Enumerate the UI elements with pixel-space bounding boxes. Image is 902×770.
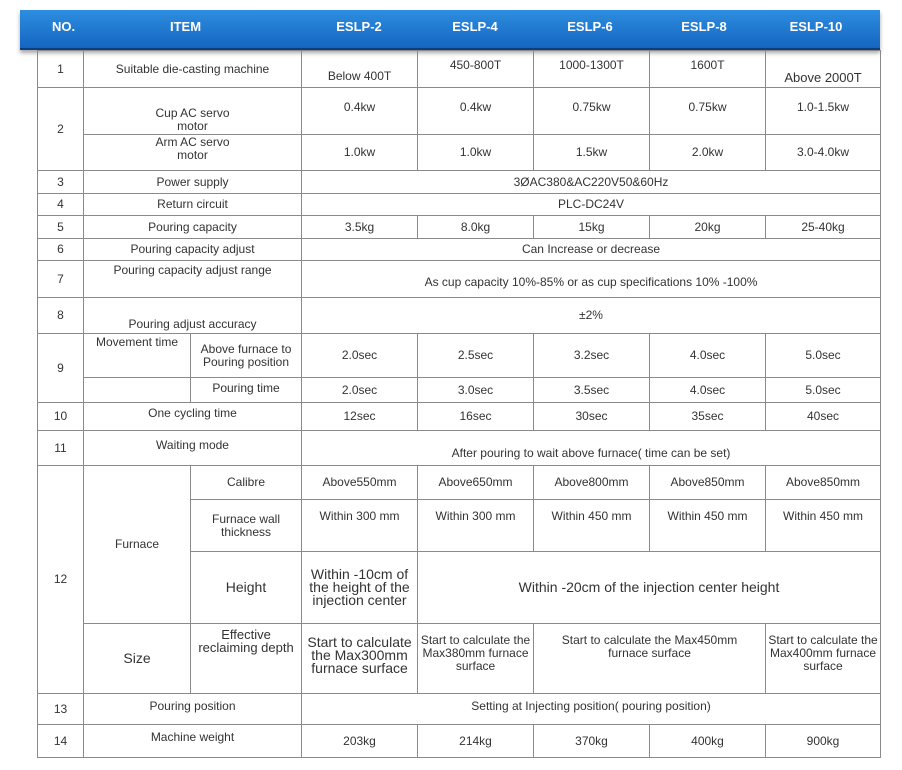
table-row [38,88,881,135]
header-model-5: ESLP-10 [789,19,843,34]
header-model-4: ESLP-8 [681,19,727,34]
value-cell: Above550mm [302,466,418,500]
value-cell: 1.0-1.5kw [766,88,881,135]
value-cell: 3.2sec [534,334,650,378]
table-row [38,694,881,725]
sub-item-label: Calibre [191,466,302,500]
table-row [38,171,881,194]
value-cell: 4.0sec [650,378,766,403]
value-cell: 0.75kw [534,88,650,135]
value-cell-merged: Start to calculate the Max450mm furnace surface [534,624,766,694]
value-cell: Within 300 mm [418,500,534,552]
table-row [38,334,881,378]
row-number: 14 [38,725,84,758]
value-cell: 3.5kg [302,216,418,239]
table-row [38,239,881,261]
item-label: Movement time [84,334,191,378]
value-cell: 40sec [766,403,881,431]
value-cell: Within -10cm of the height of the injection center [302,552,418,624]
value-cell: Within 450 mm [534,500,650,552]
row-number: 12 [38,466,84,694]
value-cell-merged: Within -20cm of the injection center height [418,552,881,624]
value-cell: 203kg [302,725,418,758]
row-number: 13 [38,694,84,725]
value-cell: 3.0-4.0kw [766,135,881,171]
table-row [38,624,881,694]
value-cell: Within 450 mm [766,500,881,552]
sub-item-label: Effective reclaiming depth [191,624,302,694]
item-label: Size [84,624,191,694]
value-cell: 20kg [650,216,766,239]
item-label: Pouring adjust accuracy [84,298,302,334]
table-row [38,194,881,216]
header-model-1: ESLP-2 [336,19,382,34]
value-cell: 1.0kw [418,135,534,171]
table-row [38,298,881,334]
sub-item-label: Furnace wall thickness [191,500,302,552]
value-cell: 0.75kw [650,88,766,135]
item-label: Pouring capacity adjust range [84,261,302,298]
value-cell: 15kg [534,216,650,239]
value-cell: 370kg [534,725,650,758]
value-cell-merged: Setting at Injecting position( pouring position) [302,694,881,725]
value-cell: Above850mm [766,466,881,500]
value-cell-merged: 3ØAC380&AC220V50&60Hz [302,171,881,194]
value-cell: 1.5kw [534,135,650,171]
value-cell: 0.4kw [302,88,418,135]
item-label: Pouring capacity adjust [84,239,302,261]
value-cell: Start to calculate the Max400mm furnace surface [766,624,881,694]
row-number: 10 [38,403,84,431]
table-row [38,261,881,298]
table-row [38,51,881,88]
header-no: NO. [52,19,76,34]
value-cell: 2.0sec [302,334,418,378]
value-cell: 4.0sec [650,334,766,378]
header-item: ITEM [170,19,202,34]
row-number: 2 [38,88,84,171]
value-cell: 1000-1300T [534,51,650,88]
value-cell-merged: PLC-DC24V [302,194,881,216]
value-cell: 5.0sec [766,378,881,403]
item-label: Machine weight [84,725,302,758]
table-header-bar [20,10,880,50]
value-cell-merged: As cup capacity 10%-85% or as cup specifications 10% -100% [302,261,881,298]
value-cell: Start to calculate the Max300mm furnace surface [302,624,418,694]
value-cell: Below 400T [302,51,418,88]
value-cell: 0.4kw [418,88,534,135]
item-label: Suitable die-casting machine [84,51,302,88]
item-label: Power supply [84,171,302,194]
value-cell: 30sec [534,403,650,431]
value-cell: 450-800T [418,51,534,88]
item-label: Arm AC servo motor [84,135,302,171]
value-cell: Above650mm [418,466,534,500]
row-number: 3 [38,171,84,194]
item-label: Return circuit [84,194,302,216]
row-number: 4 [38,194,84,216]
value-cell-merged: Can Increase or decrease [302,239,881,261]
value-cell: 2.0sec [302,378,418,403]
value-cell: 5.0sec [766,334,881,378]
item-label: Waiting mode [84,431,302,466]
spec-table [37,50,881,758]
table-row [38,378,881,403]
row-number: 6 [38,239,84,261]
sub-item-label: Above furnace to Pouring position [191,334,302,378]
value-cell-merged: ±2% [302,298,881,334]
value-cell: 35sec [650,403,766,431]
value-cell-merged: After pouring to wait above furnace( time can be set) [302,431,881,466]
item-label: Pouring capacity [84,216,302,239]
item-label: Cup AC servo motor [84,88,302,135]
value-cell: 16sec [418,403,534,431]
value-cell: Above 2000T [766,51,881,88]
value-cell: 8.0kg [418,216,534,239]
value-cell: 214kg [418,725,534,758]
table-row [38,466,881,500]
value-cell: Above800mm [534,466,650,500]
value-cell: Above850mm [650,466,766,500]
value-cell: 1.0kw [302,135,418,171]
value-cell: 2.0kw [650,135,766,171]
row-number: 8 [38,298,84,334]
value-cell: Within 300 mm [302,500,418,552]
table-row [38,216,881,239]
value-cell: 900kg [766,725,881,758]
row-number: 5 [38,216,84,239]
value-cell: 1600T [650,51,766,88]
item-label: Pouring position [84,694,302,725]
empty-cell [84,378,191,403]
header-model-2: ESLP-4 [452,19,498,34]
value-cell: Start to calculate the Max380mm furnace surface [418,624,534,694]
sub-item-label: Height [191,552,302,624]
value-cell: Within 450 mm [650,500,766,552]
item-label: One cycling time [84,403,302,431]
value-cell: 12sec [302,403,418,431]
value-cell: 2.5sec [418,334,534,378]
row-number: 11 [38,431,84,466]
table-row [38,431,881,466]
item-label: Furnace [84,466,191,624]
value-cell: 3.5sec [534,378,650,403]
header-model-3: ESLP-6 [567,19,613,34]
value-cell: 25-40kg [766,216,881,239]
row-number: 1 [38,51,84,88]
table-row [38,135,881,171]
value-cell: 400kg [650,725,766,758]
sub-item-label: Pouring time [191,378,302,403]
value-cell: 3.0sec [418,378,534,403]
table-row [38,725,881,758]
table-row [38,403,881,431]
row-number: 7 [38,261,84,298]
row-number: 9 [38,334,84,403]
